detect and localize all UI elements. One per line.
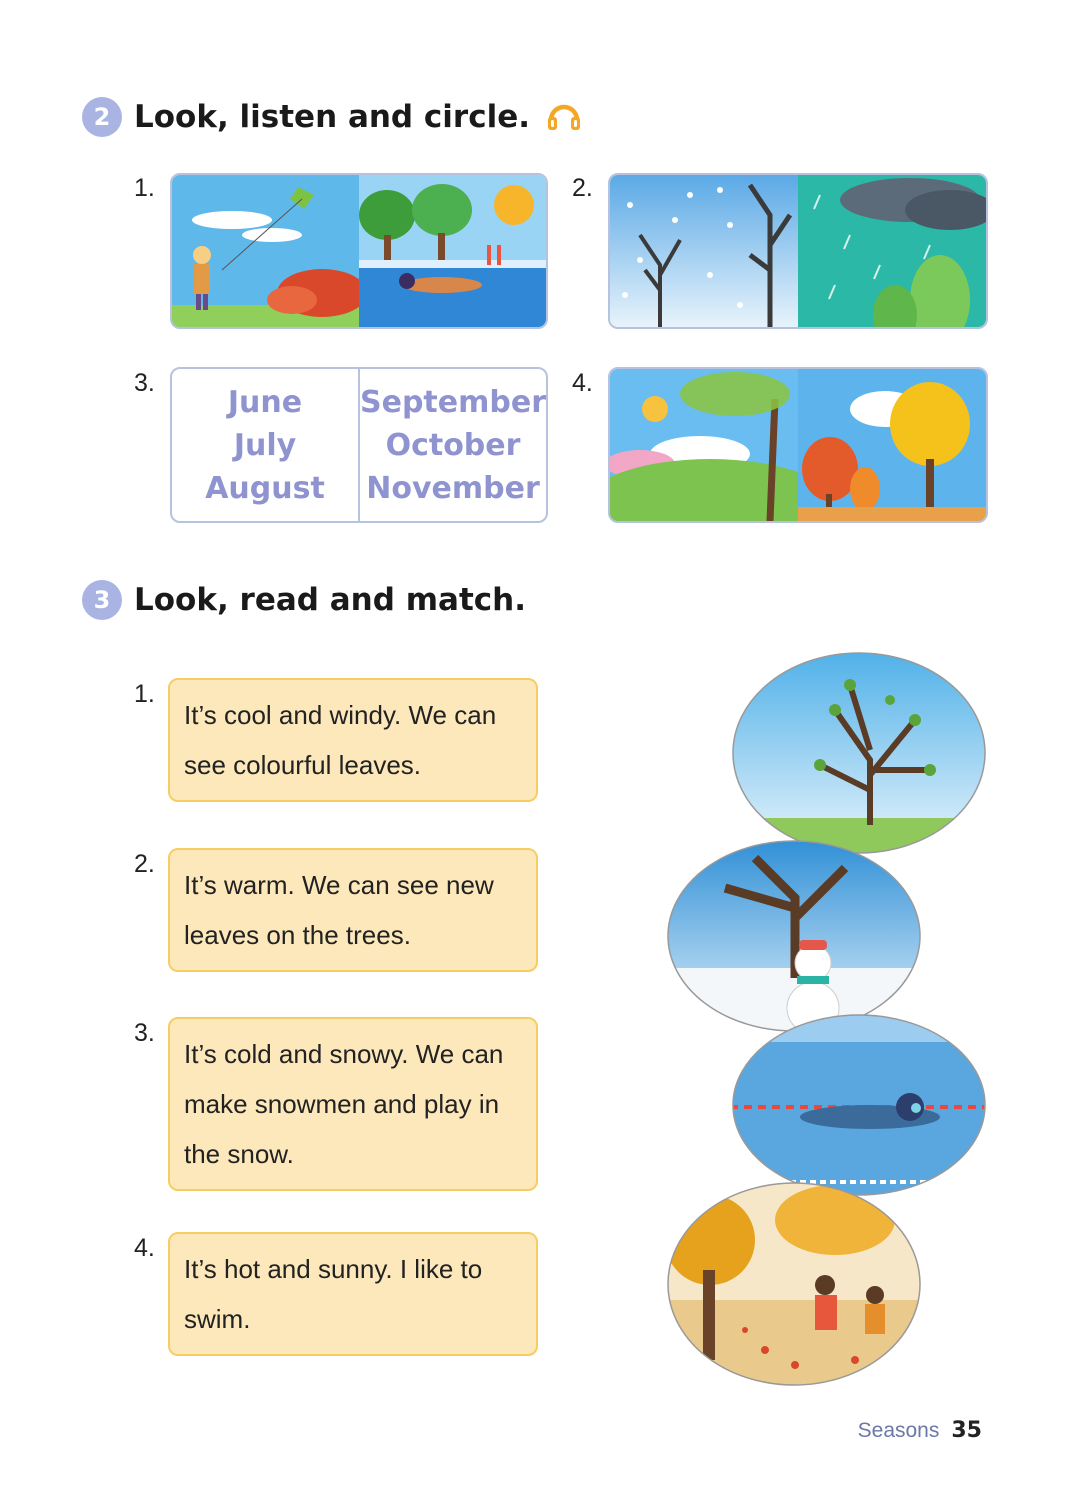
item-number: 2. <box>134 850 155 878</box>
sentence-box-2[interactable]: It’s warm. We can see new leaves on the trees. <box>168 848 538 972</box>
month-label: August <box>205 470 325 506</box>
spring-tree-picture[interactable] <box>730 650 988 856</box>
item-number: 3. <box>134 1019 155 1047</box>
month-label: September <box>360 384 546 420</box>
item-number: 1. <box>134 174 155 202</box>
page-footer <box>858 1418 982 1443</box>
winter-snowman-picture[interactable] <box>665 838 923 1034</box>
months-panel[interactable] <box>170 367 548 523</box>
exercise-3-header <box>82 580 526 620</box>
page-number: 35 <box>951 1418 982 1443</box>
autumn-months <box>358 369 546 521</box>
item-number: 2. <box>572 174 593 202</box>
autumn-leaves-picture[interactable] <box>665 1180 923 1388</box>
item-number: 4. <box>134 1234 155 1262</box>
exercise-title: Look, listen and circle. <box>134 99 531 135</box>
month-label: November <box>366 470 540 506</box>
section-name: Seasons <box>857 1419 940 1442</box>
item-number: 1. <box>134 680 155 708</box>
summer-swimming-picture[interactable] <box>730 1012 988 1198</box>
picture-panel-2[interactable] <box>608 173 988 329</box>
picture-panel-1[interactable] <box>170 173 548 329</box>
exercise-title: Look, read and match. <box>134 582 526 618</box>
sentence-box-4[interactable]: It’s hot and sunny. I like to swim. <box>168 1232 538 1356</box>
month-label: October <box>385 427 521 463</box>
sentence-box-3[interactable]: It’s cold and snowy. We can make snowmen and play in the snow. <box>168 1017 538 1191</box>
picture-panel-4[interactable] <box>608 367 988 523</box>
item-number: 4. <box>572 369 593 397</box>
item-number: 3. <box>134 369 155 397</box>
summer-months <box>172 369 358 521</box>
exercise-number-badge: 2 <box>82 97 122 137</box>
headphones-icon[interactable] <box>546 98 582 136</box>
month-label: June <box>227 384 303 420</box>
exercise-2-header <box>82 97 582 137</box>
sentence-box-1[interactable]: It’s cool and windy. We can see colourful leaves. <box>168 678 538 802</box>
month-label: July <box>233 427 297 463</box>
exercise-number-badge: 3 <box>82 580 122 620</box>
